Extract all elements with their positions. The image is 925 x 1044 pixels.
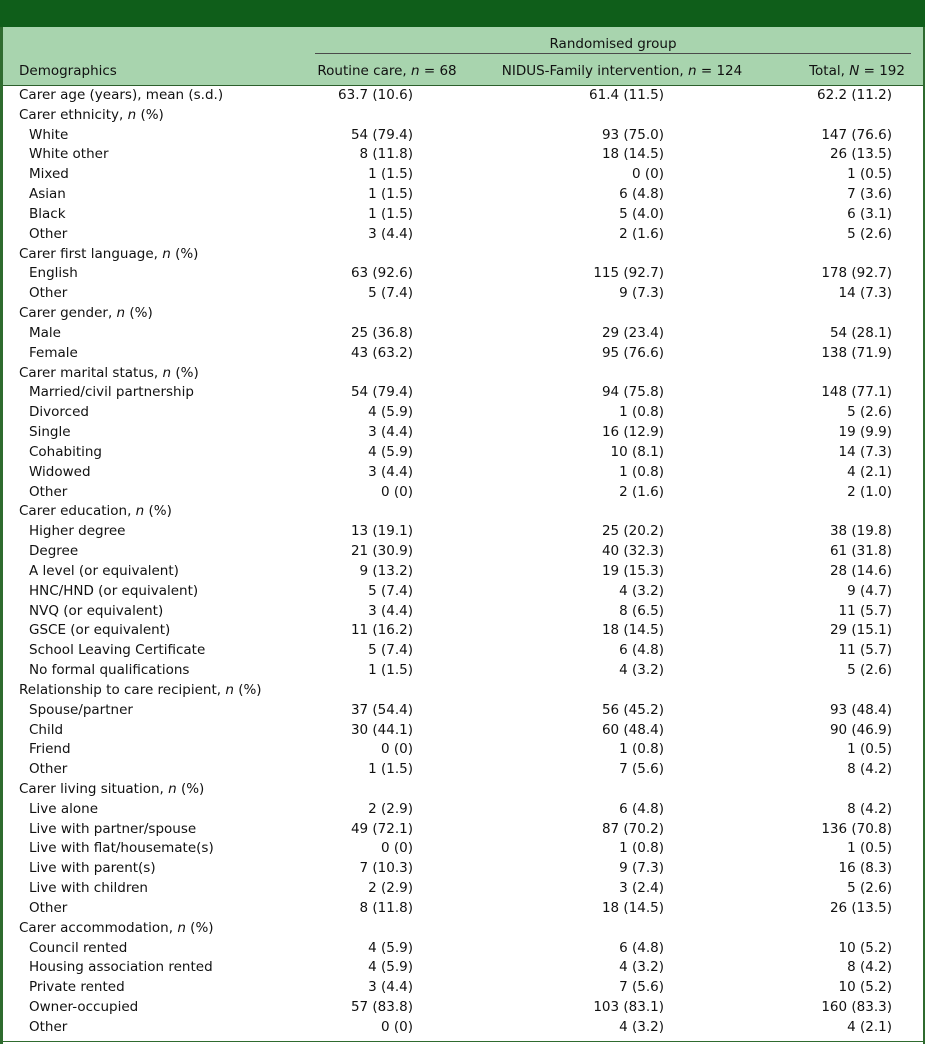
table-row <box>0 760 925 780</box>
table-row <box>0 225 925 245</box>
header-demographics: Demographics <box>19 63 117 79</box>
cell-nidus-family: 4 (3.2) <box>619 1018 664 1035</box>
cell-nidus-family: 6 (4.8) <box>619 642 664 659</box>
table-body <box>0 86 925 1038</box>
cell-total: 5 (2.6) <box>847 662 892 679</box>
cell-routine-care: 54 (79.4) <box>350 126 413 143</box>
table-section-row <box>0 245 925 265</box>
cell-total: 5 (2.6) <box>847 225 892 242</box>
row-label: Carer gender, n (%) <box>19 305 153 322</box>
row-label: Carer first language, n (%) <box>19 245 199 262</box>
row-label: Other <box>29 483 68 500</box>
cell-nidus-family: 1 (0.8) <box>619 741 664 758</box>
table-row <box>0 721 925 741</box>
cell-total: 178 (92.7) <box>821 265 892 282</box>
cell-total: 6 (3.1) <box>847 205 892 222</box>
cell-total: 90 (46.9) <box>829 721 892 738</box>
row-label: Live with children <box>29 880 148 897</box>
cell-nidus-family: 4 (3.2) <box>619 662 664 679</box>
cell-total: 8 (4.2) <box>847 761 892 778</box>
row-label: GSCE (or equivalent) <box>29 622 171 639</box>
table-section-row <box>0 86 925 106</box>
cell-total: 29 (15.1) <box>829 622 892 639</box>
cell-total: 93 (48.4) <box>829 701 892 718</box>
table-title-bar <box>0 0 925 27</box>
cell-routine-care: 5 (7.4) <box>368 285 413 302</box>
row-label: Married/civil partnership <box>29 384 194 401</box>
table-row <box>0 641 925 661</box>
table-row <box>0 879 925 899</box>
table-row <box>0 463 925 483</box>
cell-total: 28 (14.6) <box>829 562 892 579</box>
table-row <box>0 145 925 165</box>
table-row <box>0 522 925 542</box>
table-section-row <box>0 364 925 384</box>
row-label: White <box>29 126 69 143</box>
table-row <box>0 621 925 641</box>
cell-routine-care: 0 (0) <box>380 741 413 758</box>
cell-nidus-family: 103 (83.1) <box>593 999 664 1016</box>
row-label: A level (or equivalent) <box>29 562 179 579</box>
cell-total: 11 (5.7) <box>838 642 892 659</box>
cell-nidus-family: 95 (76.6) <box>601 344 664 361</box>
cell-total: 14 (7.3) <box>838 443 892 460</box>
cell-routine-care: 2 (2.9) <box>368 800 413 817</box>
cell-nidus-family: 10 (8.1) <box>610 443 664 460</box>
cell-routine-care: 0 (0) <box>380 840 413 857</box>
cell-nidus-family: 61.4 (11.5) <box>589 87 664 103</box>
cell-total: 4 (2.1) <box>847 1018 892 1035</box>
row-label: Other <box>29 225 68 242</box>
cell-total: 9 (4.7) <box>847 582 892 599</box>
table-row <box>0 126 925 146</box>
cell-nidus-family: 40 (32.3) <box>601 543 664 560</box>
row-label: Friend <box>29 741 71 758</box>
row-label: Carer education, n (%) <box>19 503 172 520</box>
table-row <box>0 661 925 681</box>
table-row <box>0 998 925 1018</box>
cell-nidus-family: 1 (0.8) <box>619 840 664 857</box>
cell-total: 19 (9.9) <box>838 424 892 441</box>
cell-routine-care: 3 (4.4) <box>368 424 413 441</box>
row-label: NVQ (or equivalent) <box>29 602 164 619</box>
cell-nidus-family: 16 (12.9) <box>601 424 664 441</box>
cell-total: 1 (0.5) <box>847 840 892 857</box>
cell-nidus-family: 60 (48.4) <box>601 721 664 738</box>
row-label: Child <box>29 721 64 738</box>
cell-nidus-family: 3 (2.4) <box>619 880 664 897</box>
cell-routine-care: 49 (72.1) <box>350 820 413 837</box>
cell-total: 10 (5.2) <box>838 939 892 956</box>
row-label: Carer marital status, n (%) <box>19 364 199 381</box>
cell-routine-care: 37 (54.4) <box>350 701 413 718</box>
row-label: Live alone <box>29 800 99 817</box>
cell-total: 148 (77.1) <box>821 384 892 401</box>
table-row <box>0 324 925 344</box>
cell-nidus-family: 56 (45.2) <box>601 701 664 718</box>
cell-total: 26 (13.5) <box>829 146 892 163</box>
cell-routine-care: 2 (2.9) <box>368 880 413 897</box>
row-label: White other <box>29 146 109 163</box>
cell-nidus-family: 9 (7.3) <box>619 285 664 302</box>
row-label: Asian <box>29 186 66 203</box>
cell-nidus-family: 25 (20.2) <box>601 523 664 540</box>
row-label: Carer accommodation, n (%) <box>19 919 214 936</box>
cell-routine-care: 0 (0) <box>380 483 413 500</box>
cell-routine-care: 3 (4.4) <box>368 602 413 619</box>
cell-total: 138 (71.9) <box>821 344 892 361</box>
table-section-row <box>0 681 925 701</box>
cell-nidus-family: 115 (92.7) <box>593 265 664 282</box>
row-label: Housing association rented <box>29 959 213 976</box>
table-row <box>0 562 925 582</box>
cell-routine-care: 5 (7.4) <box>368 642 413 659</box>
row-label: English <box>29 265 78 282</box>
cell-nidus-family: 4 (3.2) <box>619 959 664 976</box>
cell-nidus-family: 0 (0) <box>631 166 664 183</box>
cell-routine-care: 3 (4.4) <box>368 225 413 242</box>
cell-routine-care: 3 (4.4) <box>368 979 413 996</box>
cell-routine-care: 1 (1.5) <box>368 186 413 203</box>
cell-routine-care: 4 (5.9) <box>368 939 413 956</box>
cell-routine-care: 4 (5.9) <box>368 443 413 460</box>
cell-nidus-family: 7 (5.6) <box>619 979 664 996</box>
table-row <box>0 403 925 423</box>
table-row <box>0 542 925 562</box>
cell-nidus-family: 6 (4.8) <box>619 939 664 956</box>
row-label: Cohabiting <box>29 443 103 460</box>
cell-routine-care: 1 (1.5) <box>368 166 413 183</box>
table-left-border <box>0 27 3 1044</box>
cell-nidus-family: 8 (6.5) <box>619 602 664 619</box>
cell-nidus-family: 2 (1.6) <box>619 483 664 500</box>
cell-routine-care: 21 (30.9) <box>350 543 413 560</box>
cell-total: 38 (19.8) <box>829 523 892 540</box>
row-label: Other <box>29 761 68 778</box>
row-label: Mixed <box>29 166 69 183</box>
row-label: Male <box>29 324 61 341</box>
table-row <box>0 423 925 443</box>
table-row <box>0 978 925 998</box>
cell-nidus-family: 5 (4.0) <box>619 205 664 222</box>
row-label: Single <box>29 424 71 441</box>
row-label: Widowed <box>29 463 91 480</box>
table-section-row <box>0 919 925 939</box>
cell-total: 61 (31.8) <box>829 543 892 560</box>
row-label: Other <box>29 285 68 302</box>
cell-routine-care: 4 (5.9) <box>368 404 413 421</box>
cell-nidus-family: 94 (75.8) <box>601 384 664 401</box>
row-label: School Leaving Certificate <box>29 642 206 659</box>
cell-total: 5 (2.6) <box>847 880 892 897</box>
table-row <box>0 939 925 959</box>
cell-routine-care: 9 (13.2) <box>359 562 413 579</box>
table-section-row <box>0 502 925 522</box>
header-routine-care: Routine care, n = 68 <box>317 63 457 79</box>
cell-total: 5 (2.6) <box>847 404 892 421</box>
table-section-row <box>0 304 925 324</box>
row-label: Council rented <box>29 939 128 956</box>
cell-total: 54 (28.1) <box>829 324 892 341</box>
table-section-row <box>0 106 925 126</box>
cell-total: 11 (5.7) <box>838 602 892 619</box>
row-label: Live with partner/spouse <box>29 820 197 837</box>
cell-total: 1 (0.5) <box>847 741 892 758</box>
cell-total: 16 (8.3) <box>838 860 892 877</box>
table-row <box>0 284 925 304</box>
table-header <box>3 27 923 85</box>
cell-routine-care: 57 (83.8) <box>350 999 413 1016</box>
cell-total: 160 (83.3) <box>821 999 892 1016</box>
cell-nidus-family: 6 (4.8) <box>619 800 664 817</box>
cell-routine-care: 30 (44.1) <box>350 721 413 738</box>
table-row <box>0 483 925 503</box>
cell-nidus-family: 18 (14.5) <box>601 899 664 916</box>
cell-nidus-family: 19 (15.3) <box>601 562 664 579</box>
cell-total: 10 (5.2) <box>838 979 892 996</box>
group-divider <box>315 53 911 54</box>
cell-total: 4 (2.1) <box>847 463 892 480</box>
cell-routine-care: 5 (7.4) <box>368 582 413 599</box>
row-label: Carer living situation, n (%) <box>19 780 205 797</box>
cell-nidus-family: 87 (70.2) <box>601 820 664 837</box>
cell-total: 14 (7.3) <box>838 285 892 302</box>
row-label: Carer age (years), mean (s.d.) <box>19 87 224 103</box>
row-label: Other <box>29 1018 68 1035</box>
cell-total: 136 (70.8) <box>821 820 892 837</box>
table-row <box>0 165 925 185</box>
cell-total: 8 (4.2) <box>847 959 892 976</box>
cell-total: 1 (0.5) <box>847 166 892 183</box>
cell-nidus-family: 29 (23.4) <box>601 324 664 341</box>
row-label: Live with flat/housemate(s) <box>29 840 214 857</box>
cell-nidus-family: 6 (4.8) <box>619 186 664 203</box>
cell-routine-care: 1 (1.5) <box>368 662 413 679</box>
table-row <box>0 800 925 820</box>
cell-nidus-family: 18 (14.5) <box>601 622 664 639</box>
cell-routine-care: 1 (1.5) <box>368 761 413 778</box>
cell-routine-care: 1 (1.5) <box>368 205 413 222</box>
row-label: Private rented <box>29 979 125 996</box>
table-row <box>0 1018 925 1038</box>
row-label: Divorced <box>29 404 89 421</box>
cell-routine-care: 54 (79.4) <box>350 384 413 401</box>
table-bottom-border <box>0 1041 925 1042</box>
row-label: Relationship to care recipient, n (%) <box>19 681 262 698</box>
table-row <box>0 443 925 463</box>
cell-routine-care: 63.7 (10.6) <box>338 87 413 103</box>
cell-total: 8 (4.2) <box>847 800 892 817</box>
cell-routine-care: 0 (0) <box>380 1018 413 1035</box>
cell-routine-care: 25 (36.8) <box>350 324 413 341</box>
row-label: Female <box>29 344 78 361</box>
cell-routine-care: 7 (10.3) <box>359 860 413 877</box>
row-label: Spouse/partner <box>29 701 133 718</box>
cell-nidus-family: 2 (1.6) <box>619 225 664 242</box>
table-row <box>0 205 925 225</box>
row-label: Higher degree <box>29 523 126 540</box>
cell-total: 7 (3.6) <box>847 186 892 203</box>
row-label: Degree <box>29 543 79 560</box>
cell-nidus-family: 1 (0.8) <box>619 404 664 421</box>
cell-nidus-family: 93 (75.0) <box>601 126 664 143</box>
row-label: Live with parent(s) <box>29 860 156 877</box>
table-row <box>0 185 925 205</box>
group-title: Randomised group <box>549 36 677 52</box>
cell-nidus-family: 18 (14.5) <box>601 146 664 163</box>
table-row <box>0 958 925 978</box>
table-row <box>0 740 925 760</box>
cell-routine-care: 8 (11.8) <box>359 899 413 916</box>
table-row <box>0 701 925 721</box>
cell-routine-care: 43 (63.2) <box>350 344 413 361</box>
table-row <box>0 582 925 602</box>
table-row <box>0 859 925 879</box>
row-label: Other <box>29 899 68 916</box>
table-section-row <box>0 780 925 800</box>
cell-routine-care: 11 (16.2) <box>350 622 413 639</box>
cell-routine-care: 13 (19.1) <box>350 523 413 540</box>
cell-nidus-family: 9 (7.3) <box>619 860 664 877</box>
cell-routine-care: 4 (5.9) <box>368 959 413 976</box>
table-row <box>0 899 925 919</box>
cell-total: 26 (13.5) <box>829 899 892 916</box>
cell-total: 62.2 (11.2) <box>817 87 892 103</box>
table-row <box>0 264 925 284</box>
cell-routine-care: 63 (92.6) <box>350 265 413 282</box>
row-label: No formal qualifications <box>29 662 190 679</box>
row-label: Owner-occupied <box>29 999 139 1016</box>
cell-nidus-family: 4 (3.2) <box>619 582 664 599</box>
cell-nidus-family: 1 (0.8) <box>619 463 664 480</box>
table-row <box>0 602 925 622</box>
cell-routine-care: 8 (11.8) <box>359 146 413 163</box>
cell-nidus-family: 7 (5.6) <box>619 761 664 778</box>
table-row <box>0 344 925 364</box>
table-row <box>0 820 925 840</box>
header-nidus-family: NIDUS-Family intervention, n = 124 <box>501 63 743 79</box>
row-label: Black <box>29 205 66 222</box>
cell-total: 147 (76.6) <box>821 126 892 143</box>
row-label: Carer ethnicity, n (%) <box>19 106 164 123</box>
cell-total: 2 (1.0) <box>847 483 892 500</box>
cell-routine-care: 3 (4.4) <box>368 463 413 480</box>
table-row <box>0 839 925 859</box>
row-label: HNC/HND (or equivalent) <box>29 582 199 599</box>
table-row <box>0 383 925 403</box>
header-total: Total, N = 192 <box>809 63 905 79</box>
